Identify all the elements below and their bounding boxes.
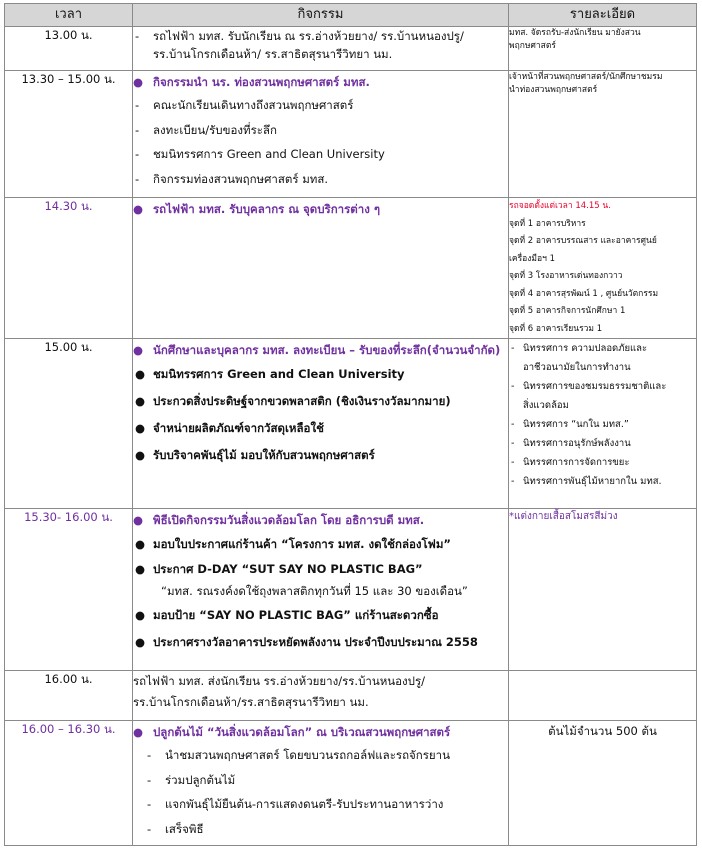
list-item: ● ชมนิทรรศการ Green and Clean University xyxy=(135,367,405,381)
list-item: - เสร็จพิธี xyxy=(147,821,204,836)
list-item: ● มอบใบประกาศแก่ร้านค้า “โครงการ มทส. งดใช้กล่องโฟม” xyxy=(135,537,451,551)
list-item: ● มอบป้าย “SAY NO PLASTIC BAG” แก่ร้านสะดวกซื้อ xyxy=(135,608,439,622)
table-row xyxy=(5,721,697,846)
details-cell xyxy=(509,721,697,846)
header-activity: กิจกรรม xyxy=(133,4,509,27)
tree-count: ต้นไม้จำนวน 500 ต้น xyxy=(548,724,657,738)
list-item-subtext: “มทส. รณรงค์งดใช้ถุงพลาสติกทุกวันที่ 15 และ 30 ของเดือน” xyxy=(161,584,468,598)
list-item: - นิทรรศการ “นกใน มทส.” xyxy=(511,419,629,430)
list-item: ● จำหน่ายผลิตภัณฑ์จากวัสดุเหลือใช้ xyxy=(135,421,324,435)
activity-heading: ● รถไฟฟ้า มทส. รับบุคลากร ณ จุดบริการต่าง ๆ xyxy=(133,202,381,216)
activity-heading: ● พิธีเปิดกิจกรรมวันสิ่งแวดล้อมโลก โดย อธิการบดี มทส. xyxy=(133,513,425,527)
details-cell: - นิทรรศการ ความปลอดภัยและ อาชีวอนามัยในการทำงาน - นิทรรศการของชมรมธรรมชาติและ สิ่งแวดล้อม - นิทรรศการ “นกใน มทส.” - นิทรรศการอนุรักษ์พลังงาน - นิทรรศการการจัดการขยะ - นิทรรศการพันธุ์ไม้หายากใน มทส. xyxy=(509,339,697,509)
activity-cell xyxy=(133,509,509,671)
list-item: - ชมนิทรรศการ Green and Clean University xyxy=(135,147,385,161)
list-item: - นำชมสวนพฤกษศาสตร์ โดยขบวนรถกอล์ฟและรถจักรยาน xyxy=(147,748,450,762)
dress-code-note: *แต่งกายเสื้อสโมสรสีม่วง xyxy=(509,511,618,522)
time-cell: 16.00 – 16.30 น. xyxy=(5,721,133,846)
schedule-table xyxy=(4,3,697,846)
details-cell: มทส. จัดรถรับ-ส่งนักเรียน มายังสวน พฤกษศาสตร์ xyxy=(509,27,697,71)
header-time: เวลา xyxy=(5,4,133,27)
activity-line: - รถไฟฟ้า มทส. รับนักเรียน ณ รร.อ่างห้วยยาง/ รร.บ้านหนองปรู/ xyxy=(135,29,464,43)
activity-line: รร.บ้านโกรกเดือนห้า/รร.สาธิตสุรนารีวิทยา นม. xyxy=(133,695,369,709)
list-item: - ลงทะเบียน/รับของที่ระลึก xyxy=(135,122,277,137)
list-item: - นิทรรศการพันธุ์ไม้หายากใน มทส. xyxy=(511,476,662,487)
list-item: - แจกพันธุ์ไม้ยืนต้น-การแสดงดนตรี-รับประทานอาหารว่าง xyxy=(147,797,444,811)
table-row xyxy=(5,671,697,721)
activity-cell xyxy=(133,27,509,71)
time-cell: 13.00 น. xyxy=(5,27,133,71)
table-row xyxy=(5,198,697,339)
activity-line: รถไฟฟ้า มทส. ส่งนักเรียน รร.อ่างห้วยยาง/รร.บ้านหนองปรู/ xyxy=(133,674,426,688)
table-header-row xyxy=(5,4,697,27)
table-row xyxy=(5,339,697,509)
details-cell xyxy=(509,509,697,671)
activity-cell xyxy=(133,671,509,721)
time-cell: 13.30 – 15.00 น. xyxy=(5,71,133,198)
time-cell: 15.30- 16.00 น. xyxy=(5,509,133,671)
list-item: - กิจกรรมท่องสวนพฤกษศาสตร์ มทส. xyxy=(135,171,329,186)
table-row xyxy=(5,71,697,198)
time-cell: 14.30 น. xyxy=(5,198,133,339)
time-cell: 16.00 น. xyxy=(5,671,133,721)
details-cell: รถจอดตั้งแต่เวลา 14.15 น. จุดที่ 1 อาคารบริหาร จุดที่ 2 อาคารบรรณสาร และอาคารศูนย์ เครื่องมือฯ 1 จุดที่ 3 โรงอาหารเด่นทองกวาว จุดที่ 4 อาคารสุรพัฒน์ 1 , ศูนย์นวัตกรรม จุดที่ 5 อาคารกิจการนักศึกษา 1 จุดที่ 6 อาคารเรียนรวม 1 xyxy=(509,198,697,339)
list-item: - คณะนักเรียนเดินทางถึงสวนพฤกษศาสตร์ xyxy=(135,98,354,112)
activity-heading: ● กิจกรรมนำ นร. ท่องสวนพฤกษศาสตร์ มทส. xyxy=(133,75,370,89)
list-item: - นิทรรศการของชมรมธรรมชาติและ xyxy=(511,381,667,392)
activity-cell xyxy=(133,721,509,846)
list-item: - นิทรรศการ ความปลอดภัยและ xyxy=(511,343,648,354)
table-row xyxy=(5,27,697,71)
list-item: ● รับบริจาคพันธุ์ไม้ มอบให้กับสวนพฤกษศาสตร์ xyxy=(135,448,375,462)
header-details: รายละเอียด xyxy=(509,4,697,27)
activity-cell xyxy=(133,198,509,339)
list-item: ● ประกาศรางวัลอาคารประหยัดพลังงาน ประจำปีงบประมาณ 2558 xyxy=(135,635,478,649)
activity-line: รร.บ้านโกรกเดือนห้า/ รร.สาธิตสุรนารีวิทยา นม. xyxy=(153,47,393,61)
details-heading: รถจอดตั้งแต่เวลา 14.15 น. xyxy=(509,201,611,211)
details-cell: เจ้าหน้าที่สวนพฤกษศาสตร์/นักศึกษาชมรม นำท่องสวนพฤกษศาสตร์ xyxy=(509,71,697,198)
details-cell xyxy=(509,671,697,721)
activity-cell xyxy=(133,339,509,509)
time-cell: 15.00 น. xyxy=(5,339,133,509)
table-row xyxy=(5,509,697,671)
activity-heading: ● นักศึกษาและบุคลากร มทส. ลงทะเบียน – รับของที่ระลึก(จำนวนจำกัด) xyxy=(133,343,501,357)
list-item: - นิทรรศการอนุรักษ์พลังงาน xyxy=(511,438,631,449)
list-item: ● ประกวดสิ่งประดิษฐ์จากขวดพลาสติก (ชิงเงินรางวัลมากมาย) xyxy=(135,394,451,408)
activity-heading: ● ปลูกต้นไม้ “วันสิ่งแวดล้อมโลก” ณ บริเวณสวนพฤกษศาสตร์ xyxy=(133,725,451,739)
list-item: - ร่วมปลูกต้นไม้ xyxy=(147,772,236,787)
list-item: ● ประกาศ D-DAY “SUT SAY NO PLASTIC BAG” xyxy=(135,562,423,576)
list-item: - นิทรรศการการจัดการขยะ xyxy=(511,457,630,468)
activity-cell xyxy=(133,71,509,198)
